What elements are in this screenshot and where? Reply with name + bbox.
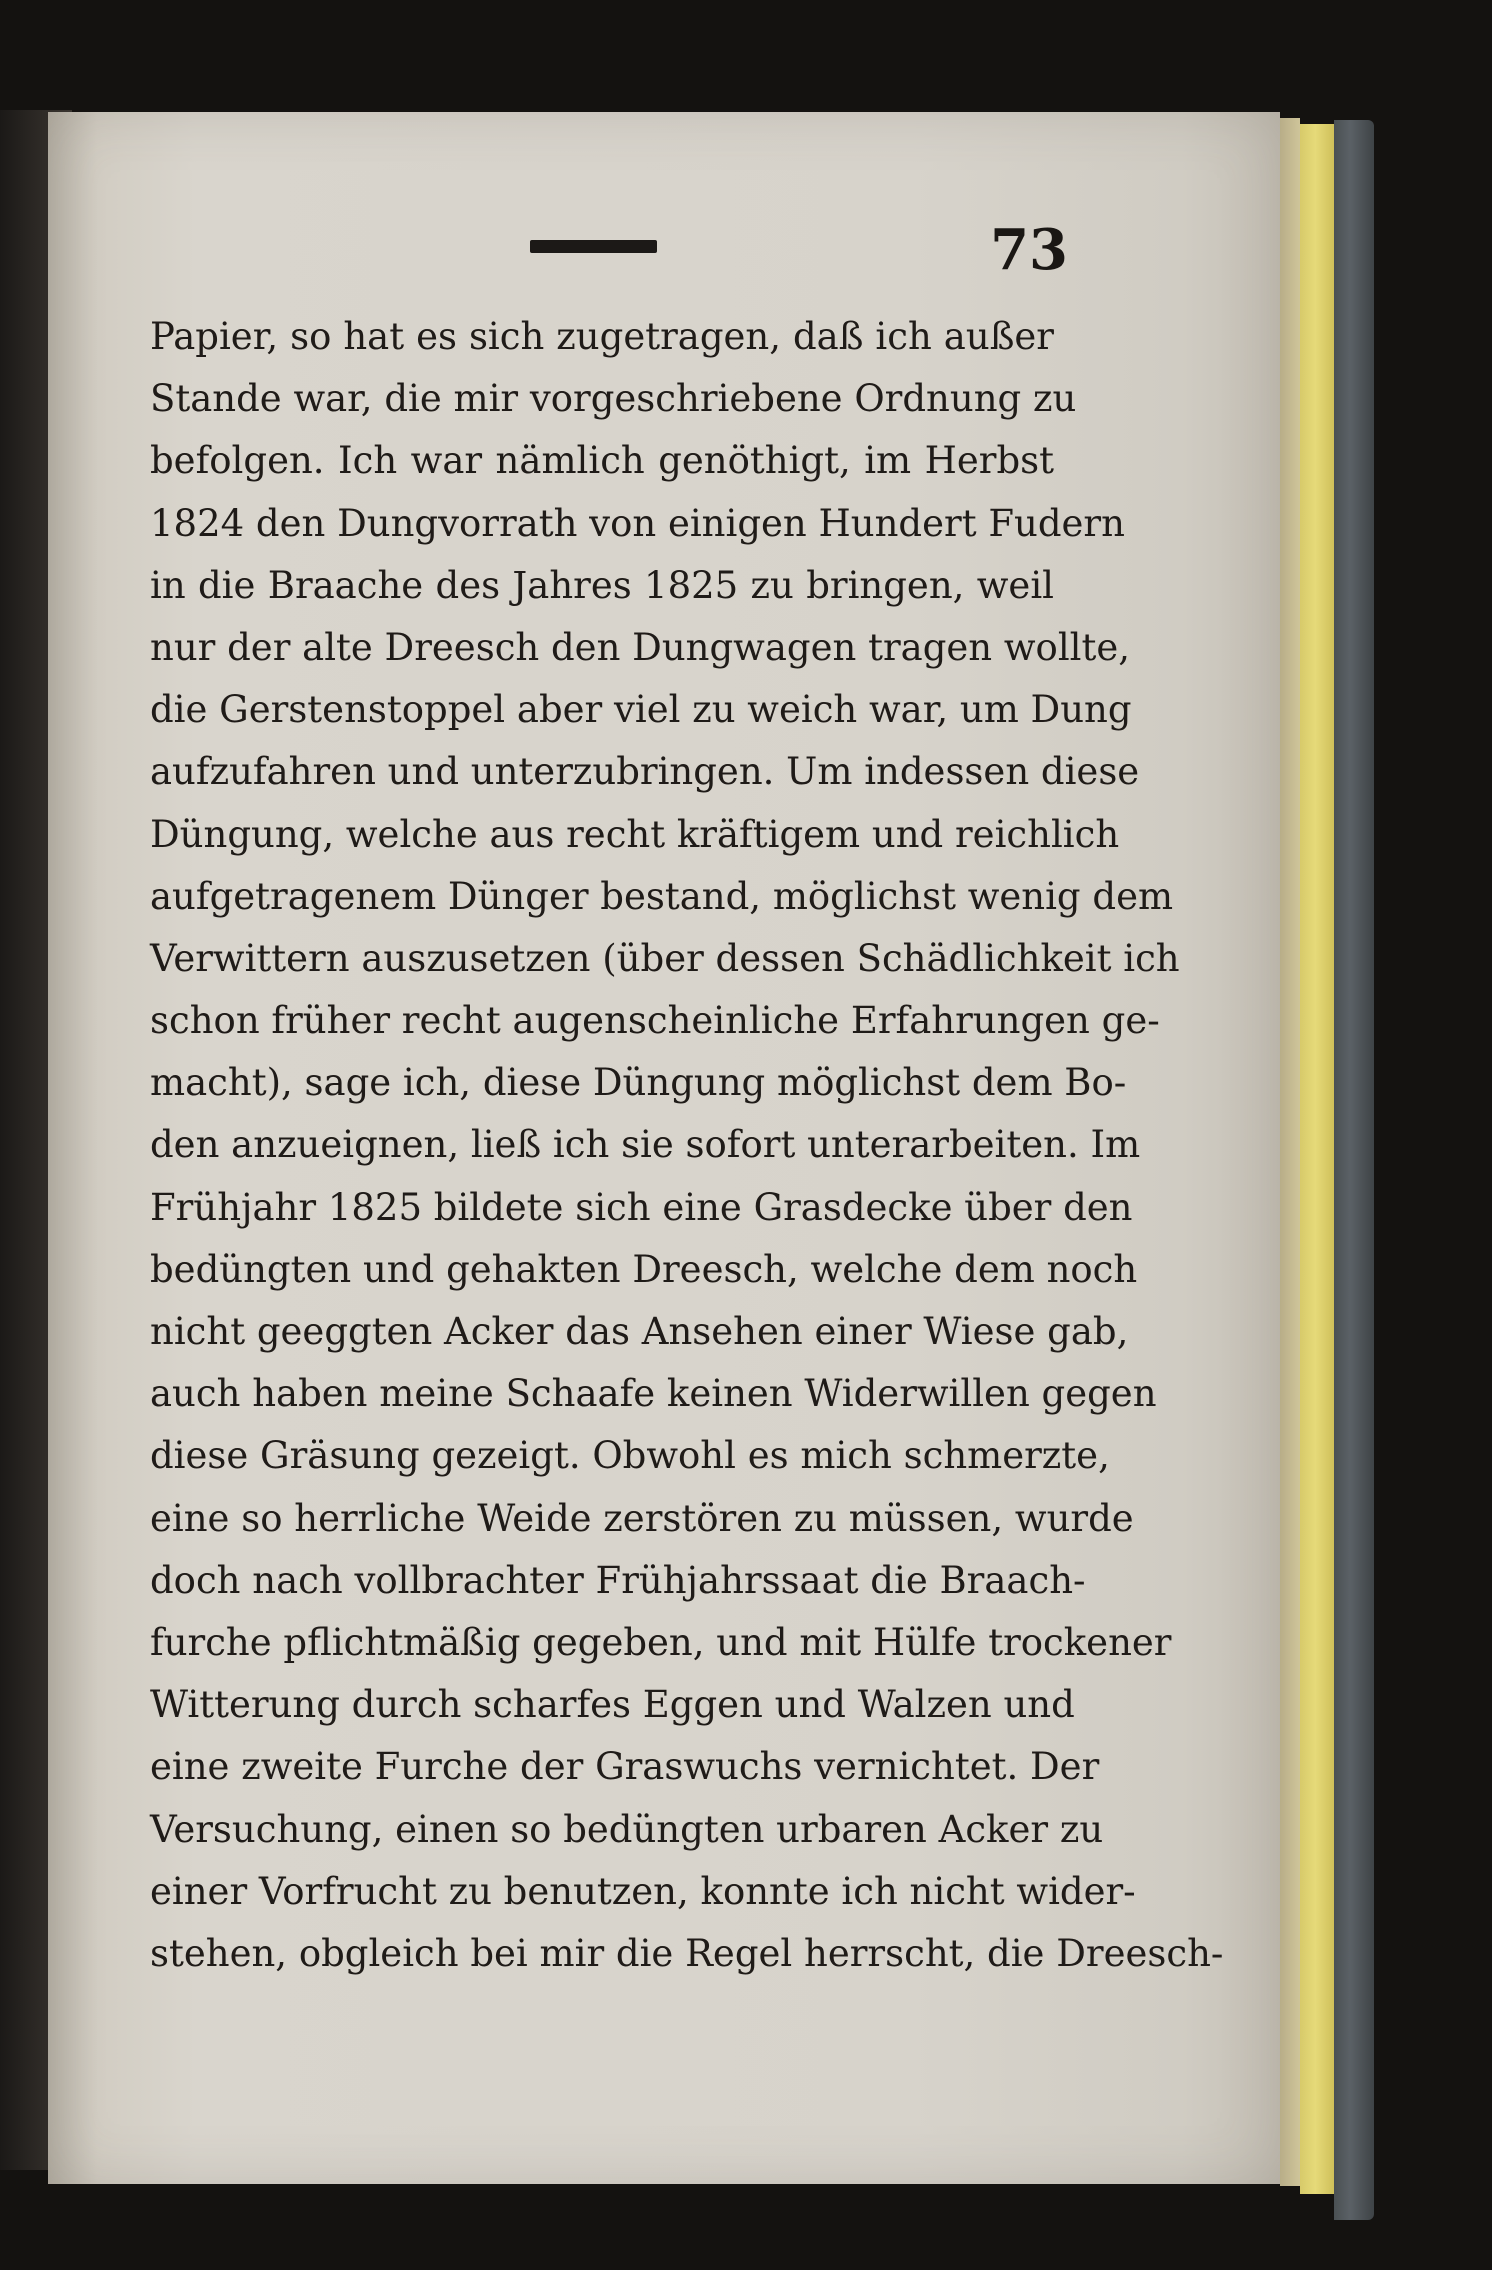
text-line: Stande war, die mir vorgeschriebene Ordnung zu — [150, 377, 1077, 421]
text-line: stehen, obgleich bei mir die Regel herrscht, die Dreesch- — [150, 1931, 1224, 1975]
text-line: eine zweite Furche der Graswuchs vernichtet. Der — [150, 1745, 1100, 1789]
text-line: diese Gräsung gezeigt. Obwohl es mich schmerzte, — [150, 1434, 1110, 1478]
text-line: furche pflichtmäßig gegeben, und mit Hülfe trockener — [150, 1620, 1172, 1664]
text-line: Frühjahr 1825 bildete sich eine Grasdecke über den — [150, 1185, 1133, 1229]
text-line: nur der alte Dreesch den Dungwagen tragen wollte, — [150, 625, 1131, 669]
text-line: Versuchung, einen so bedüngten urbaren Acker zu — [150, 1807, 1104, 1851]
book-cover-board — [1334, 120, 1374, 2220]
text-line: auch haben meine Schaafe keinen Widerwillen gegen — [150, 1372, 1157, 1416]
text-line: schon früher recht augenscheinliche Erfahrungen ge- — [150, 999, 1160, 1043]
text-line: die Gerstenstoppel aber viel zu weich war, um Dung — [150, 688, 1132, 732]
text-line: nicht geeggten Acker das Ansehen einer Wiese gab, — [150, 1310, 1129, 1353]
text-line: in die Braache des Jahres 1825 zu bringen, weil — [150, 563, 1054, 607]
text-line: befolgen. Ich war nämlich genöthigt, im Herbst — [150, 439, 1054, 483]
text-line: aufzufahren und unterzubringen. Um indessen diese — [150, 750, 1140, 794]
text-line: Witterung durch scharfes Eggen und Walzen und — [150, 1683, 1075, 1727]
text-line: doch nach vollbrachter Frühjahrssaat die Braach- — [150, 1558, 1086, 1602]
text-line: Verwittern auszusetzen (über dessen Schädlichkeit ich — [150, 936, 1180, 980]
header-ornament-rule — [530, 240, 657, 253]
text-line: Düngung, welche aus recht kräftigem und reichlich — [150, 812, 1120, 856]
text-line: eine so herrliche Weide zerstören zu müssen, wurde — [150, 1496, 1134, 1540]
body-text — [150, 306, 1224, 1985]
text-line: einer Vorfrucht zu benutzen, konnte ich nicht wider- — [150, 1869, 1136, 1913]
text-line: macht), sage ich, diese Düngung möglichst dem Bo- — [150, 1061, 1127, 1105]
book-yellow-edge — [1300, 124, 1334, 2194]
text-line: Papier, so hat es sich zugetragen, daß ich außer — [150, 315, 1054, 358]
text-line: den anzueignen, ließ ich sie sofort unterarbeiten. Im — [150, 1123, 1141, 1167]
text-line: bedüngten und gehakten Dreesch, welche dem noch — [150, 1247, 1138, 1291]
page-block-edge — [1280, 118, 1300, 2186]
text-line: 1824 den Dungvorrath von einigen Hundert Fudern — [150, 501, 1125, 545]
text-line: aufgetragenem Dünger bestand, möglichst wenig dem — [150, 874, 1174, 918]
page-number: 73 — [990, 217, 1068, 283]
